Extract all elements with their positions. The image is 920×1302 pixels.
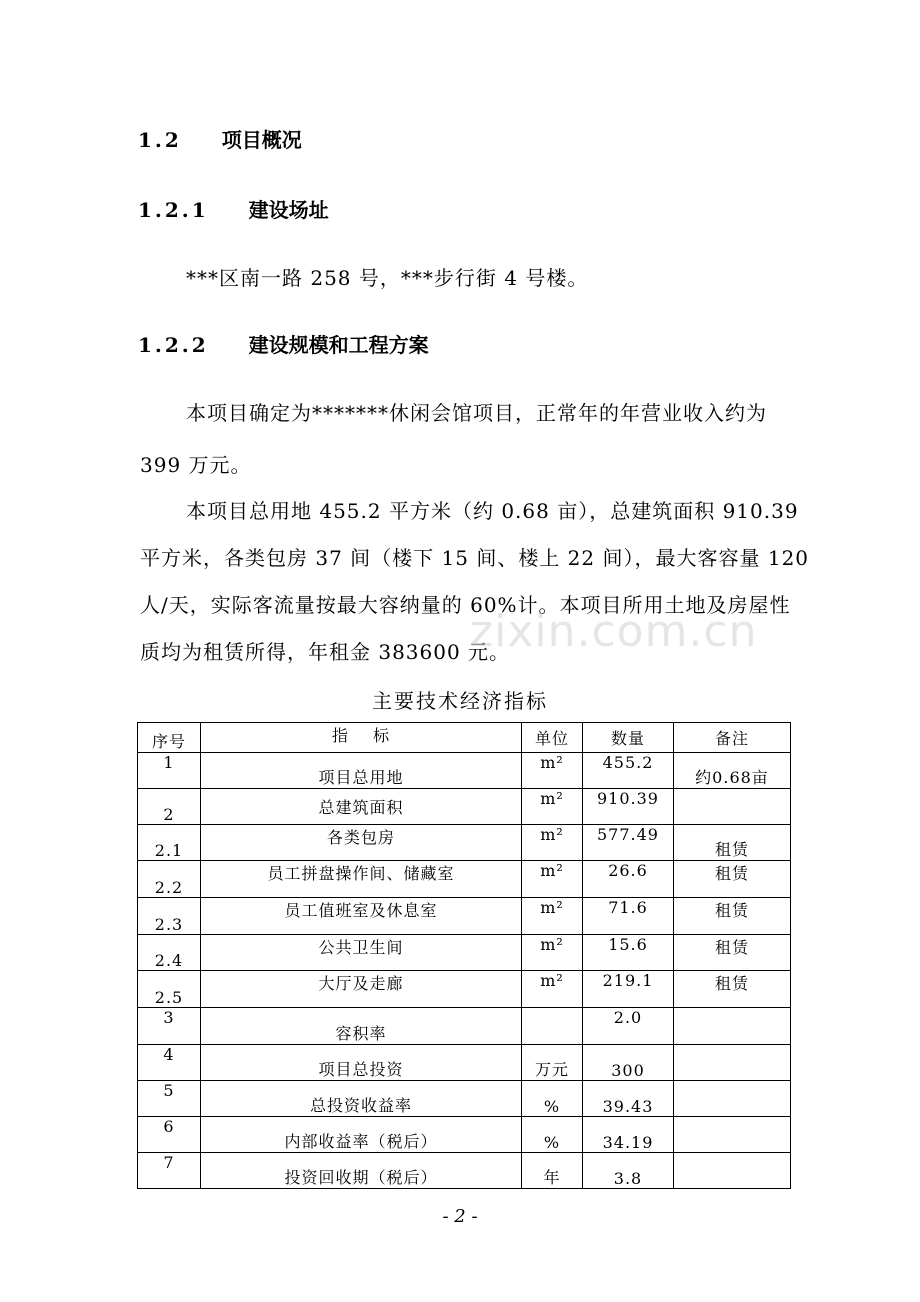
paragraph-2-line-3: 人/天，实际客流量按最大容纳量的 60%计。本项目所用土地及房屋性 [140,593,791,617]
page-number: - 2 - [442,1206,478,1227]
table-row [138,753,791,789]
section-heading-1-2-2 [138,329,429,358]
header-unit: 单位 [522,723,583,753]
cell-indicator: 员工值班室及休息室 [201,898,522,935]
cell-no: 6 [138,1117,201,1153]
cell-no: 2.5 [138,971,201,1008]
cell-note: 租赁 [674,971,791,1008]
cell-unit: % [522,1117,583,1153]
section-heading-1-2 [138,124,302,153]
cell-unit: m² [522,971,583,1008]
cell-unit: m² [522,753,583,789]
cell-note [674,1008,791,1045]
cell-note: 租赁 [674,898,791,935]
cell-qty: 15.6 [583,935,674,971]
section-number: 1.2.2 [138,333,209,357]
table-row [138,1153,791,1189]
cell-qty: 3.8 [583,1153,674,1189]
cell-note [674,1153,791,1189]
cell-qty: 2.0 [583,1008,674,1045]
paragraph-2-line-4: 质均为租赁所得，年租金 383600 元。 [140,640,511,664]
cell-qty: 455.2 [583,753,674,789]
cell-unit: m² [522,825,583,861]
table-row [138,1081,791,1117]
table-caption: 主要技术经济指标 [372,689,548,713]
cell-indicator: 项目总用地 [201,753,522,789]
cell-no: 4 [138,1045,201,1081]
table-row [138,1117,791,1153]
paragraph-1-line-1: 本项目确定为*******休闲会馆项目，正常年的年营业收入约为 [186,401,767,425]
paragraph-1-line-2: 399 万元。 [140,453,252,477]
kpi-table [137,722,791,1189]
cell-qty: 39.43 [583,1081,674,1117]
cell-indicator: 投资回收期（税后） [201,1153,522,1189]
cell-no: 7 [138,1153,201,1189]
cell-unit: m² [522,935,583,971]
section-heading-1-2-1 [138,194,329,223]
table-header-row [138,723,791,753]
cell-unit: m² [522,898,583,935]
site-address: ***区南一路 258 号，***步行街 4 号楼。 [186,266,589,290]
section-title: 建设场址 [248,198,329,222]
cell-no: 2.1 [138,825,201,861]
table-row [138,935,791,971]
cell-indicator: 项目总投资 [201,1045,522,1081]
header-qty: 数量 [583,723,674,753]
cell-indicator: 大厅及走廊 [201,971,522,1008]
cell-unit: 年 [522,1153,583,1189]
header-indicator: 指 标 [201,723,522,753]
paragraph-2-line-1: 本项目总用地 455.2 平方米（约 0.68 亩），总建筑面积 910.39 [186,499,799,523]
table-row [138,898,791,935]
cell-note: 租赁 [674,825,791,861]
table-row [138,1045,791,1081]
cell-unit: m² [522,861,583,898]
cell-qty: 34.19 [583,1117,674,1153]
cell-note [674,1081,791,1117]
cell-no: 1 [138,753,201,789]
cell-qty: 26.6 [583,861,674,898]
header-note: 备注 [674,723,791,753]
cell-no: 5 [138,1081,201,1117]
cell-note [674,1045,791,1081]
section-number: 1.2.1 [138,198,209,222]
cell-qty: 300 [583,1045,674,1081]
cell-qty: 577.49 [583,825,674,861]
cell-note [674,1117,791,1153]
section-number: 1.2 [138,128,182,152]
cell-no: 2 [138,789,201,825]
cell-unit: 万元 [522,1045,583,1081]
section-title: 项目概况 [221,128,302,152]
watermark: zixin.com.cn [470,606,758,657]
cell-note: 租赁 [674,861,791,898]
table-row [138,971,791,1008]
cell-indicator: 员工拼盘操作间、储藏室 [201,861,522,898]
cell-qty: 219.1 [583,971,674,1008]
cell-no: 2.4 [138,935,201,971]
table-row [138,789,791,825]
cell-note: 约0.68亩 [674,753,791,789]
cell-qty: 71.6 [583,898,674,935]
cell-indicator: 总投资收益率 [201,1081,522,1117]
cell-indicator: 内部收益率（税后） [201,1117,522,1153]
cell-note: 租赁 [674,935,791,971]
table-row [138,861,791,898]
cell-no: 2.3 [138,898,201,935]
cell-no: 3 [138,1008,201,1045]
section-title: 建设规模和工程方案 [248,333,429,357]
cell-note [674,789,791,825]
cell-unit [522,1008,583,1045]
table-row [138,825,791,861]
cell-indicator: 总建筑面积 [201,789,522,825]
cell-qty: 910.39 [583,789,674,825]
header-no: 序号 [138,723,201,753]
cell-indicator: 公共卫生间 [201,935,522,971]
paragraph-2-line-2: 平方米，各类包房 37 间（楼下 15 间、楼上 22 间），最大客容量 120 [140,546,810,570]
cell-unit: m² [522,789,583,825]
table-row [138,1008,791,1045]
cell-no: 2.2 [138,861,201,898]
cell-indicator: 各类包房 [201,825,522,861]
cell-unit: % [522,1081,583,1117]
cell-indicator: 容积率 [201,1008,522,1045]
